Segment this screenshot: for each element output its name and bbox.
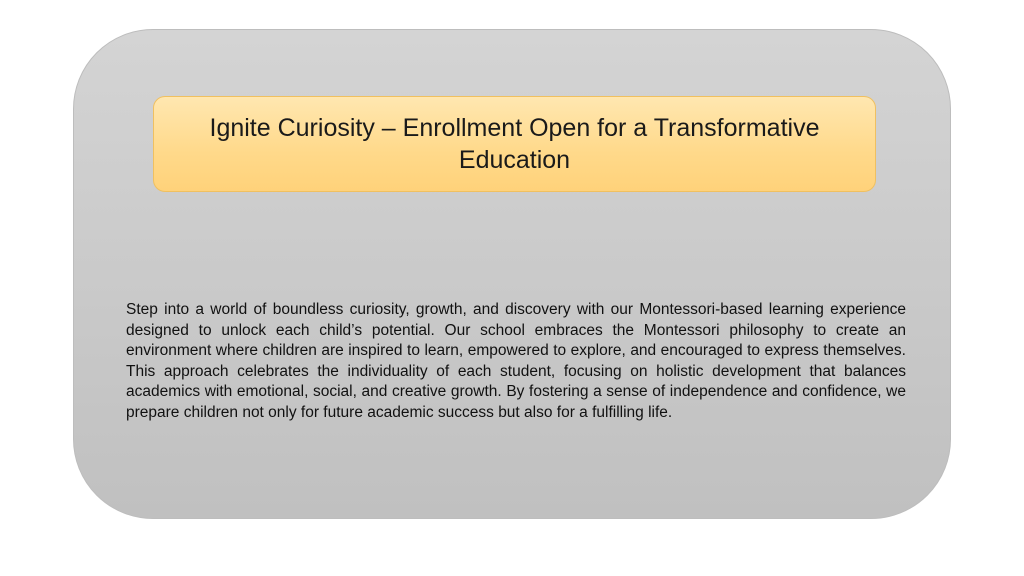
title-box <box>153 96 876 192</box>
body-paragraph: Step into a world of boundless curiosity, growth, and discovery with our Montessori-based learning experience designed to unlock each child’s potential. Our school embraces the Montessori philosophy to create an environment where children are inspired to learn, empowered to explore, and encouraged to express themselves. This approach celebrates the individuality of each student, focusing on holistic development that balances academics with emotional, social, and creative growth. By fostering a sense of independence and confidence, we prepare children not only for future academic success but also for a fulfilling life. <box>126 301 906 421</box>
slide-title: Ignite Curiosity – Enrollment Open for a Transformative Education <box>209 114 820 174</box>
